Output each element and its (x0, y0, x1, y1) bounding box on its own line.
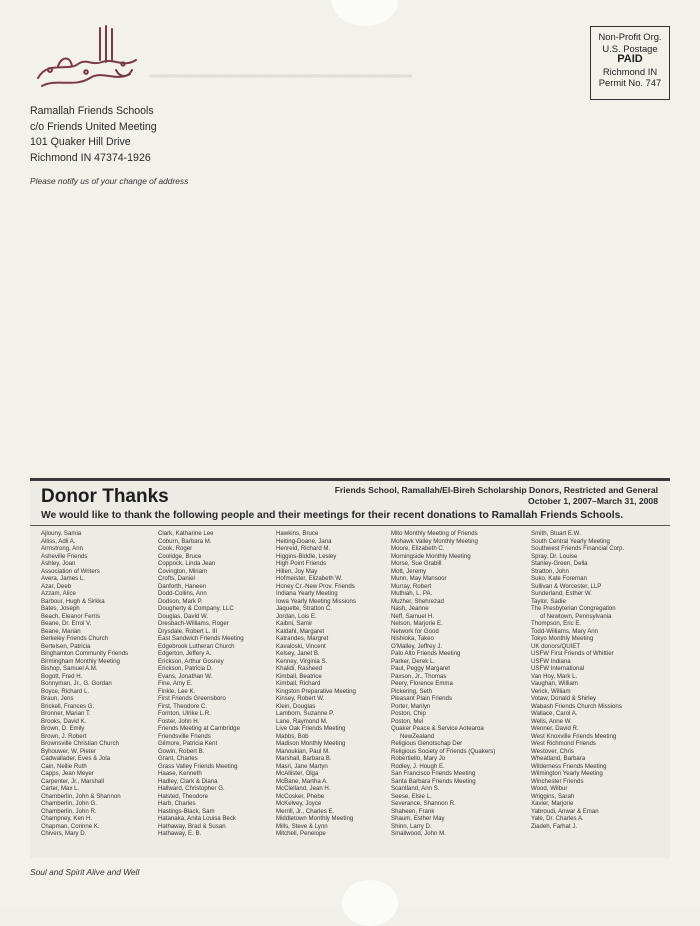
donor-entry: Bogott, Fred H. (41, 672, 83, 680)
donor-entry: Verick, William (531, 687, 571, 695)
donor-entry: Mott, Jeremy (391, 567, 427, 575)
donor-entry: Poston, Chip (391, 710, 426, 717)
donor-entry: Kenney, Virginia S. (276, 657, 328, 665)
donor-entry: Gowin, Robert B. (158, 747, 205, 755)
donor-entry: Chapman, Corinne K. (41, 822, 100, 830)
divider (30, 525, 670, 526)
postage-line: U.S. Postage (602, 42, 658, 54)
donor-entry: Mabbs, Bob (276, 732, 309, 740)
donor-entry: Nash, Jeanne (391, 605, 429, 612)
donor-entry: Binghamton Community Friends (41, 650, 129, 657)
donor-entry: Wallace, Carol A. (531, 710, 578, 717)
donor-entry: Wabash Friends Church Missions (531, 702, 622, 710)
donor-entry: Lamborn, Suzanne P. (276, 710, 335, 717)
donor-entry: Jordan, Lois E. (276, 612, 317, 620)
donor-entry: Muzher, Shehrezad (391, 597, 444, 605)
donor-entry: Dresbach-Williams, Roger (158, 620, 229, 627)
donor-entry: Sunderland, Esther W. (531, 590, 592, 597)
donor-entry: Kingston Preparative Meeting (276, 687, 356, 695)
donor-entry: Bishop, Samuel A.M. (41, 665, 98, 672)
donor-entry: Chamberlin, John R. (41, 807, 97, 815)
donor-entry: Beane, Marian (41, 627, 81, 635)
donor-entry: McClelland, Jean H. (276, 785, 331, 792)
donor-entry: Network for Good (391, 627, 439, 635)
donor-entry: Chivers, Mary D. (41, 830, 87, 837)
donor-entry: Rodley, J. Hough E. (391, 762, 445, 770)
donor-entry: Poston, Mel (391, 717, 424, 725)
donor-entry: Henreid, Richard M. (276, 545, 331, 552)
donor-entry: Alliss, Adli A. (41, 537, 76, 545)
donor-entry: Madison Monthly Meeting (276, 740, 346, 747)
donor-entry: Xavier, Marjorie (531, 800, 574, 807)
donor-entry: Vaughan, William (531, 680, 578, 687)
donor-entry: Middletown Monthly Meeting (276, 815, 354, 822)
donor-entry: Morningside Monthly Meeting (391, 552, 471, 560)
postage-line: Richmond IN (602, 65, 658, 77)
sender-line: Ramallah Friends Schools (30, 105, 154, 117)
donor-entry: Kinsey, Robert W. (276, 695, 325, 702)
donor-entry: Santa Barbara Friends Meeting (391, 777, 476, 785)
donor-entry: Southwest Friends Financial Corp. (531, 545, 625, 552)
donor-entry: Palo Alto Friends Meeting (391, 650, 461, 657)
donor-entry: Dodson, Mark P. (158, 597, 203, 605)
donor-entry: Wenner, David R. (531, 725, 579, 732)
donor-entry: Finkle, Lee K. (158, 687, 196, 695)
donor-entry: Birmingham Monthly Meeting (41, 657, 120, 665)
arabic-calligraphy-logo (28, 20, 143, 95)
donor-entry: Brooks, David K. (41, 717, 87, 725)
donor-thanks-subtitle (335, 485, 658, 507)
donor-entry: McKelvey, Joyce (276, 800, 322, 807)
sender-line: c/o Friends United Meeting (30, 120, 157, 133)
donor-entry: San Francisco Friends Meeting (391, 770, 476, 777)
donor-entry: Smith, Stuart E.W. (531, 530, 581, 537)
donor-entry: Danforth, Haneen (158, 582, 207, 590)
sender-line: 101 Quaker Hill Drive (30, 136, 131, 148)
donor-entry: Religious Genotschap Der (391, 740, 463, 747)
donor-entry: Byhouwer, W. Pieter (41, 747, 96, 755)
donor-entry: Nishioka, Takeo (391, 635, 434, 642)
donor-entry: Armstrong, Ann (41, 545, 83, 552)
donor-entry: Brickell, Frances G. (41, 702, 95, 710)
donor-entry: Kimball, Beatrice (276, 672, 322, 680)
donor-entry: First, Theodore C. (158, 702, 207, 710)
donor-entry: Braun, Jens (41, 695, 74, 702)
donor-entry: Katrandes, Margret (276, 635, 329, 642)
donor-entry: Fornton, Ulrike L.R. (158, 710, 211, 717)
sender-address (30, 104, 157, 166)
donor-entry: Chamberlin, John & Shannon (41, 792, 121, 800)
donor-entry: Morse, Sue Grabill (391, 560, 442, 567)
donor-entry: Edgerton, Jeffery A. (158, 650, 212, 657)
donor-entry: UK donors/QUIET (531, 642, 581, 650)
donor-entry: Kimball, Richard (276, 680, 321, 687)
donor-entry: Fine, Amy E. (158, 680, 193, 687)
donor-entry: Azar, Deeb (41, 582, 72, 590)
donor-entry: McAllister, Olga (276, 770, 319, 777)
donor-thanks-panel (30, 478, 670, 858)
address-change-notice: Please notify us of your change of address (30, 176, 189, 186)
donor-entry: Wilderness Friends Meeting (531, 762, 607, 770)
donor-entry: Grant, Charles (158, 755, 198, 762)
donor-entry: Seese, Elsie L. (391, 792, 432, 800)
donor-entry: Boyce, Richard L. (41, 687, 90, 695)
donor-entry: Severance, Shannon R. (391, 800, 456, 807)
donor-entry: Sullivan & Worcester, LLP (531, 582, 602, 590)
donor-entry: Bertelsen, Patricia (41, 642, 91, 650)
donor-entry: Paxson, Jr., Thomas (391, 672, 447, 680)
donor-entry: Wheatland, Barbara (531, 755, 586, 762)
donor-entry: Brown, J. Robert (41, 732, 87, 740)
donor-entry: Muthiah, L. PA. (391, 590, 433, 597)
donor-entry: Merrill, Jr., Charles E. (276, 807, 335, 815)
donor-entry: Friendsville Friends (158, 732, 211, 740)
donor-entry: Avera, James L. (41, 575, 85, 582)
donor-entry: Kaibni, Samir (276, 620, 313, 627)
donor-entry: West Knoxville Friends Meeting (531, 732, 617, 740)
showthrough-text: ▁▁▁▁▁▁▁▁▁▁▁▁▁▁▁▁▁▁▁▁ (150, 58, 412, 77)
donor-entry: Carpenter, Jr., Marshall (41, 777, 104, 785)
donor-entry: Iowa Yearly Meeting Missions (276, 597, 356, 605)
donor-entry: Edgebrook Lutheran Church (158, 642, 235, 650)
donor-entry: Hawkins, Bruce (276, 530, 319, 537)
donor-entry: Taylor, Sadie (531, 597, 566, 605)
donor-column (531, 530, 667, 830)
donor-entry: Van Hoy, Mark L. (531, 672, 578, 680)
donor-entry: Robertiello, Mary Jo (391, 755, 446, 762)
donor-entry: McCosker, Phebe (276, 792, 325, 800)
postage-indicia (590, 26, 670, 100)
donor-entry: Asheville Friends (41, 552, 88, 560)
donor-entry: Barbour, Hugh & Sirkka (41, 597, 105, 605)
donor-entry: West Richmond Friends (531, 740, 596, 747)
donor-entry: Wood, Wilbur (531, 785, 568, 792)
donor-entry: Halsted, Theodore (158, 792, 209, 800)
donor-entry: Covington, Miriam (158, 567, 208, 575)
donor-entry: O'Malley, Jeffrey J. (391, 642, 443, 650)
donor-entry: Mito Monthly Meeting of Friends (391, 530, 478, 537)
donor-entry: Quaker Peace & Service Aotearoa (391, 725, 484, 732)
donor-entry: Erickson, Patricia D. (158, 665, 213, 672)
donor-entry: Honey Cr.-New Prov. Friends (276, 582, 355, 590)
donor-entry: USFW International (531, 665, 585, 672)
donor-entry: Shaum, Esther May (391, 815, 445, 822)
donor-entry: Spray, Dr. Louise (531, 552, 578, 560)
donor-entry: Parker, Derek L. (391, 657, 436, 665)
donor-entry: Brownsville Christian Church (41, 740, 119, 747)
donor-entry: Carter, Max L. (41, 785, 80, 792)
donor-entry: Tokyo Monthly Meeting (531, 635, 594, 642)
donor-entry: Berkeley Friends Church (41, 635, 109, 642)
donor-entry: Clark, Katharine Lee (158, 530, 214, 537)
donor-entry: Scantland, Ann S. (391, 785, 440, 792)
hanger-notch-top (332, 0, 398, 26)
donor-entry: South Central Yearly Meeting (531, 537, 610, 545)
donor-entry: Yale, Dr. Charles A. (531, 815, 584, 822)
donor-entry: The Presbyterian Congregation (531, 605, 616, 612)
donor-entry: Bonnyman, Jr., G. Gordan (41, 680, 112, 687)
donor-entry: Coppock, Linda Jean (158, 560, 216, 567)
donor-entry: Coburn, Barbara M. (158, 537, 212, 545)
donor-entry: Winchester Friends (531, 777, 584, 785)
donor-entry: Association of Writers (41, 567, 100, 575)
donor-entry: Shinn, Larry D. (391, 822, 432, 830)
donor-entry: of Newtown, Pennsylvania (540, 612, 612, 620)
sender-line: Richmond IN 47374-1926 (30, 151, 151, 164)
donor-entry: Cook, Roger (158, 545, 193, 552)
donor-entry: Masri, Jane Martyn (276, 762, 328, 770)
donor-entry: Mills, Steve & Lynn (276, 822, 328, 830)
donor-entry: Gilmore, Patricia Kent (158, 740, 218, 747)
donor-entry: East Sandwich Friends Meeting (158, 635, 244, 642)
donor-entry: Peery, Florence Emma (391, 680, 453, 687)
donor-entry: Yabroudi, Anwar & Eman (531, 807, 599, 815)
donor-entry: Mitchell, Penelope (276, 830, 326, 837)
donor-entry: First Friends Greensboro (158, 695, 226, 702)
donor-entry: Friends Meeting at Cambridge (158, 725, 240, 732)
donor-entry: Douglas, David W. (158, 612, 209, 620)
donor-entry: Wilmington Yearly Meeting (531, 770, 603, 777)
donor-entry: Crofts, Daniel (158, 575, 195, 582)
donor-entry: McBane, Martha A. (276, 777, 328, 785)
donor-entry: Haase, Kenneth (158, 770, 202, 777)
donor-entry: Hadley, Clark & Diana (158, 777, 218, 785)
donor-entry: Grass Valley Friends Meeting (158, 762, 238, 770)
donor-entry: Kelsey, Janet B. (276, 650, 320, 657)
donor-entry: Beane, Dr. Errol V. (41, 620, 92, 627)
donor-entry: Paul, Peggy Margaret (391, 665, 450, 672)
donor-entry: Dougherty & Company, LLC (158, 605, 234, 612)
donor-entry: Foster, John H. (158, 717, 200, 725)
donor-entry: Drysdale, Robert L. III (158, 627, 218, 635)
donor-column (276, 530, 398, 838)
donor-entry: Munn, May Mansoor (391, 575, 447, 582)
donor-entry: USFW First Friends of Whittier (531, 650, 614, 657)
donor-entry: NewZealand (400, 732, 435, 740)
donor-entry: Murray, Robert (391, 582, 432, 590)
donor-entry: Lane, Raymond M. (276, 717, 328, 725)
donor-thanks-intro: We would like to thank the following people and their meetings for their recent donations to Ramallah Friends Schools. (41, 510, 624, 521)
donor-entry: Hallward, Christopher G. (158, 785, 225, 792)
donor-entry: Westover, Chris (531, 747, 574, 755)
donor-entry: Ajlouny, Samia (41, 530, 82, 537)
donor-entry: Chamberlin, John G. (41, 800, 97, 807)
postage-paid: PAID (617, 53, 643, 66)
donor-entry: Harb, Charles (158, 800, 196, 807)
subtitle-date-range: October 1, 2007–March 31, 2008 (528, 496, 658, 506)
donor-entry: Heiting-Doane, Jana (276, 537, 332, 545)
donor-entry: Jaquette, Stratton C. (276, 605, 332, 612)
donor-entry: Hathaway, Brad & Susan (158, 822, 226, 830)
donor-entry: Hillen, Joy May (276, 567, 318, 575)
donor-entry: Religious Society of Friends (Quakers) (391, 747, 496, 755)
donor-entry: Porter, Marilyn (391, 702, 431, 710)
donor-entry: Todd-Williams, Mary Ann (531, 627, 599, 635)
donor-entry: Cain, Nellie Ruth (41, 762, 87, 770)
donor-entry: Smallwood, John M. (391, 830, 446, 837)
donor-entry: Marshall, Barbara B. (276, 755, 332, 762)
donor-entry: Coolidge, Bruce (158, 552, 202, 560)
donor-column (158, 530, 280, 838)
donor-entry: Ziadeh, Farhat J. (531, 822, 578, 830)
donor-entry: Moore, Elizabeth C. (391, 545, 445, 552)
donor-entry: Indiana Yearly Meeting (276, 590, 338, 597)
donor-column (391, 530, 525, 838)
postage-line: Non-Profit Org. (598, 31, 662, 42)
donor-entry: Cadwallader, Eves & Jola (41, 755, 111, 762)
donor-entry: Ashley, Joan (41, 560, 76, 567)
donor-entry: Evans, Jonathan W. (158, 672, 213, 680)
donor-entry: Klein, Douglas (276, 702, 316, 710)
donor-entry: Thompson, Eric E. (531, 620, 582, 627)
donor-entry: Capps, Jean Meyer (41, 770, 94, 777)
donor-entry: Dodd-Collins, Ann (158, 590, 207, 597)
donor-entry: Higgins-Biddle, Lesley (276, 552, 337, 560)
donor-entry: Stratton, John (531, 567, 569, 575)
subtitle-line: Friends School, Ramallah/El-Bireh Scholarship Donors, Restricted and General (334, 485, 658, 495)
donor-entry: USFW Indiana (531, 657, 571, 665)
donor-entry: Mohawk Valley Monthly Meeting (391, 537, 478, 545)
footer-tagline: Soul and Spirit Alive and Well (30, 867, 140, 877)
donor-entry: Brown, D. Emily (41, 725, 85, 732)
donor-entry: Nelson, Marjorie E. (391, 620, 443, 627)
donor-entry: Wriggins, Sarah (531, 792, 575, 800)
donor-entry: Pleasant Plain Friends (391, 695, 452, 702)
donor-entry: Erickson, Arthur Gosney (158, 657, 224, 665)
donor-entry: Neff, Samuel H. (391, 612, 434, 620)
donor-entry: Bates, Joseph (41, 605, 80, 612)
donor-entry: Hofmeister, Elizabeth W. (276, 575, 343, 582)
donor-entry: Champney, Ken H. (41, 815, 93, 822)
donor-entry: Pickering, Seth (391, 687, 432, 695)
donor-entry: Hatanaka, Anita Louisa Beck (158, 815, 236, 822)
donor-entry: Kavaloski, Vincent (276, 642, 326, 650)
donor-entry: Beach, Eleanor Ferris (41, 612, 100, 620)
donor-entry: Azzam, Alice (41, 590, 76, 597)
donor-entry: Suko, Kate Foreman (531, 575, 587, 582)
donor-entry: Wells, Anne W. (531, 717, 572, 725)
donor-entry: Hastings-Black, Sam (158, 807, 215, 815)
donor-entry: Khalidi, Rasheed (276, 665, 323, 672)
donor-entry: Kaldahl, Margaret (276, 627, 325, 635)
donor-entry: Bronner, Marian T. (41, 710, 91, 717)
hanger-notch-bottom (342, 880, 398, 926)
donor-column (41, 530, 163, 838)
donor-entry: High Point Friends (276, 560, 327, 567)
donor-entry: Shaheen, Frank (391, 807, 435, 815)
donor-thanks-title: Donor Thanks (41, 486, 169, 507)
postage-line: Permit No. 747 (598, 77, 662, 89)
donor-entry: Manoukian, Paul M. (276, 747, 330, 755)
donor-entry: Hathaway, E. B. (158, 830, 202, 837)
donor-entry: Live Oak Friends Meeting (276, 725, 346, 732)
donor-entry: Votaw, Donald & Shirley (531, 695, 597, 702)
donor-entry: Stanley-Green, Della (531, 560, 588, 567)
